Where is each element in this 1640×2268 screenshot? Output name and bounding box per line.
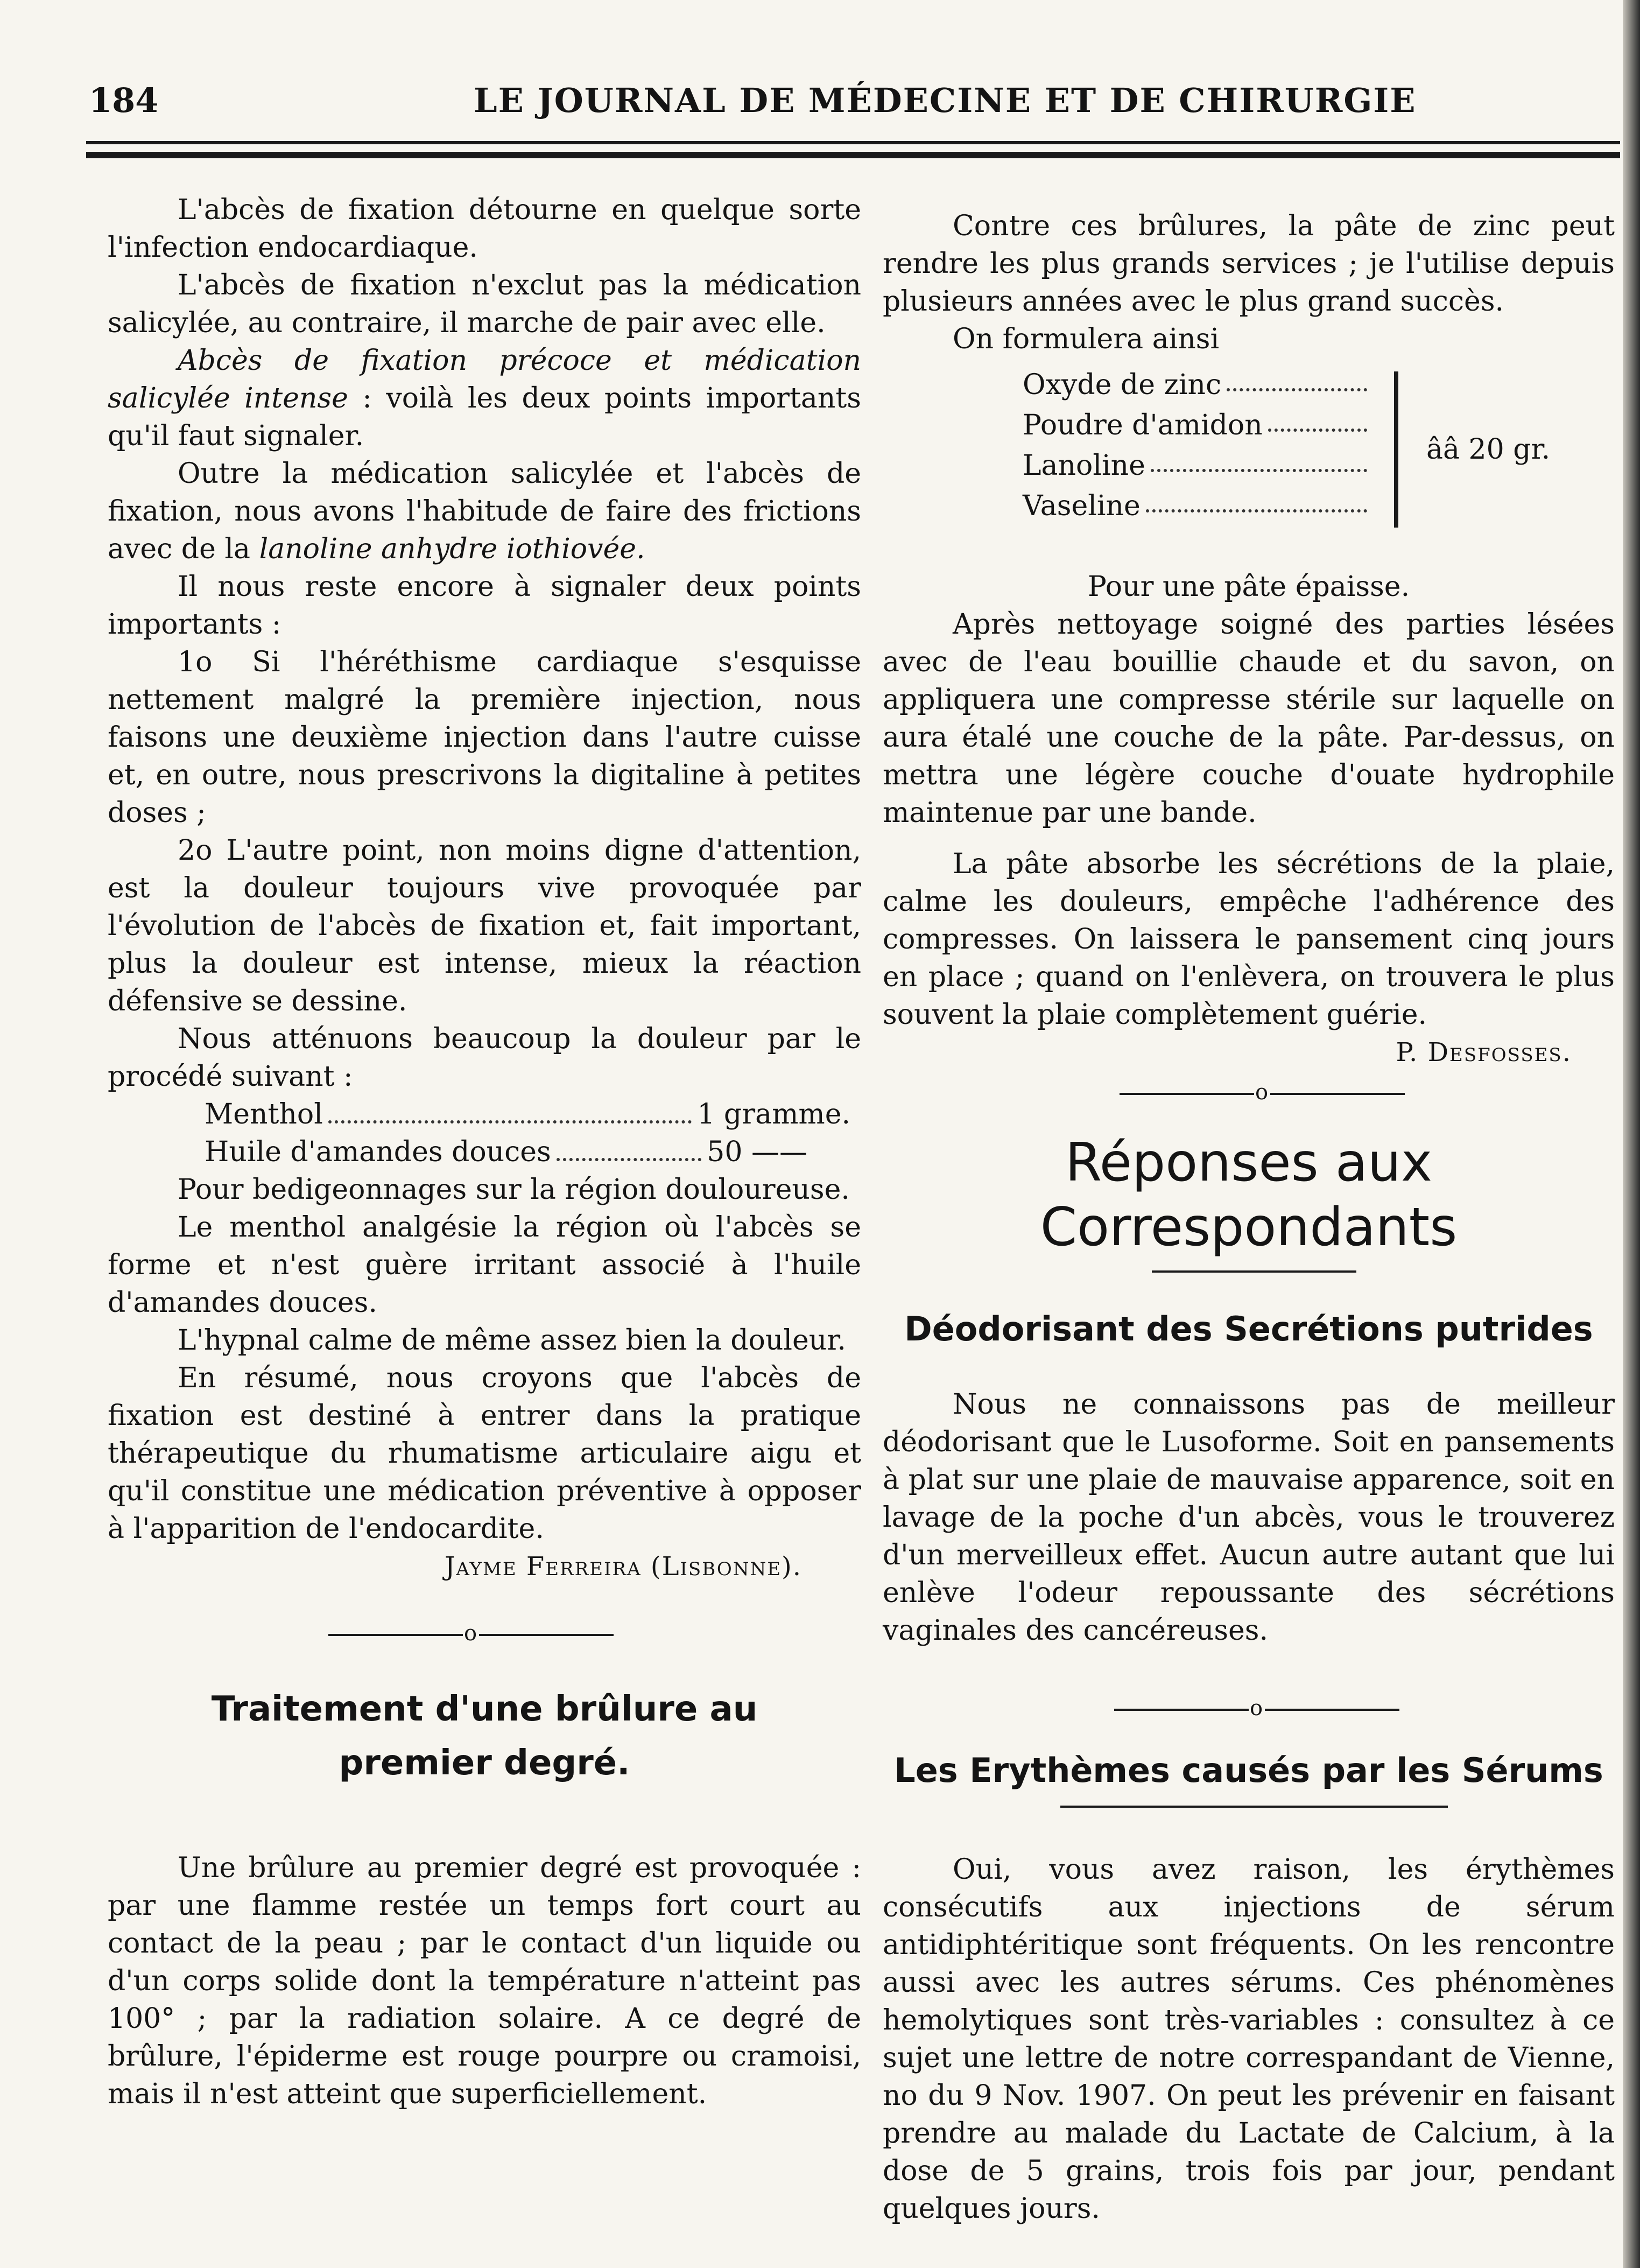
recipe [108,1096,861,1171]
separator [883,1077,1615,1109]
paragraph: L'hypnal calme de même assez bien la douleur. [178,1324,846,1357]
formula-quantity: ââ 20 gr. [1426,433,1551,466]
article-title: Traitement d'une brûlure au [211,1689,758,1729]
separator [108,1618,861,1650]
signature: P. Desfosses. [1396,1037,1572,1068]
paragraph: L'abcès de fixation détourne en quelque sorte l'infection endocardiaque. [108,194,861,264]
separator [883,1693,1615,1725]
paragraph: La pâte absorbe les sécrétions de la plaie, calme les douleurs, empêche l'adhérence des compresses. On laissera le pansement cinq jours en place ; quand on l'enlèvera, on trouvera le plus souvent la plaie complètement guérie. [883,848,1615,1031]
paragraph: 1o Si l'héréthisme cardiaque s'esquisse nettement malgré la première injection, nous faisons une deuxième injection dans l'autre cuisse et, en outre, nous prescrivons la digitaline à petites doses ; [108,646,861,829]
recipe-quantity: 50 —— [707,1136,807,1168]
subsection-title: Les Erythèmes causés par les Sérums [894,1751,1603,1790]
formula-item: Oxyde de zinc [1023,369,1372,401]
page-edge-shadow [1623,0,1640,2268]
paragraph: Pour une pâte épaisse. [1087,571,1410,603]
formula-item: Lanoline [1023,450,1372,482]
separator-mark: o [464,1621,477,1646]
section-title: Réponses aux Correspondants [1040,1132,1458,1258]
formula-brace [1394,371,1398,528]
formula-item: Poudre d'amidon [1023,409,1372,441]
recipe-line [205,1096,850,1133]
right-column [883,207,1615,2228]
paragraph [108,342,861,455]
paragraph: Une brûlure au premier degré est provoquée : par une flamme restée un temps fort court au contact de la peau ; par le contact d'un liquide ou d'un corps solide dont la température n'atteint pas 100° ; par la radiation solaire. A ce degré de brûlure, l'épiderme est rouge pourpre ou cramoisi, mais il n'est atteint que superficiellement. [108,1852,861,2110]
header-rule-bottom [86,152,1620,158]
separator-mark: o [1255,1080,1269,1105]
recipe-ingredient: Huile d'amandes douces [205,1136,551,1168]
paragraph: Pour bedigeonnages sur la région douloureuse. [178,1174,850,1206]
paragraph: 2o L'autre point, non moins digne d'attention, est la douleur toujours vive provoquée par l'évolution de l'abcès de fixation et, fait important, plus la douleur est intense, mieux la réaction défensive se dessine. [108,834,861,1017]
paragraph [108,455,861,568]
paragraph: L'abcès de fixation n'exclut pas la médication salicylée, au contraire, il marche de pair avec elle. [108,269,861,339]
recipe-line [205,1133,850,1171]
separator-mark: o [1250,1696,1263,1721]
page-number: 184 [89,81,159,120]
recipe-quantity: 1 gramme. [697,1098,850,1131]
paragraph: Nous ne connaissons pas de meilleur déodorisant que le Lusoforme. Soit en pansements à plat sur une plaie de mauvaise apparence, soit en lavage de la poche d'un abcès, vous le trouverez d'un merveilleux effet. Aucun autre autant que lui enlève l'odeur repoussante des sécrétions vaginales des cancéreuses. [883,1388,1615,1647]
paragraph: Le menthol analgésie la région où l'abcès se forme et n'est guère irritant associé à l'huile d'amandes douces. [108,1211,861,1319]
paragraph: En résumé, nous croyons que l'abcès de fixation est destiné à entrer dans la pratique thérapeutique du rhumatisme articulaire aigu et qu'il constitue une médication préventive à opposer à l'apparition de l'endocardite. [108,1362,861,1545]
paragraph: Nous atténuons beaucoup la douleur par le procédé suivant : [108,1023,861,1093]
article-title: premier degré. [339,1743,630,1783]
header-rule-top [86,141,1620,144]
italic-text: Abcès de fixation précoce et médication salicylée intense [108,345,861,415]
title-underline [1060,1806,1448,1808]
subsection-title: Déodorisant des Secrétions putrides [904,1309,1593,1349]
recipe-ingredient: Menthol [205,1098,323,1131]
title-underline [1152,1270,1356,1273]
formula-item: Vaseline [1023,490,1372,522]
signature: Jayme Ferreira (Lisbonne). [445,1551,802,1582]
paragraph-text: : voilà les deux points importants qu'il faut signaler. [108,382,861,452]
paragraph: Contre ces brûlures, la pâte de zinc peut rendre les plus grands services ; je l'utilise depuis plusieurs années avec le plus grand succès. [883,210,1615,318]
left-column [108,191,861,2113]
paragraph: On formulera ainsi [953,323,1220,355]
formula [883,369,1615,573]
paragraph-text: Outre la médication salicylée et l'abcès de fixation, nous avons l'habitude de faire des frictions avec de la [108,458,861,565]
italic-text: lanoline anhydre iothiovée. [259,533,645,565]
journal-title: LE JOURNAL DE MÉDECINE ET DE CHIRURGIE [474,81,1417,120]
paragraph: Il nous reste encore à signaler deux points importants : [108,571,861,641]
paragraph: Oui, vous avez raison, les érythèmes consécutifs aux injections de sérum antidiphtéritique sont fréquents. On les rencontre aussi avec les autres sérums. Ces phénomènes hemolytiques sont très-variables : consultez à ce sujet une lettre de notre correspandant de Vienne, no du 9 Nov. 1907. On peut les prévenir en faisant prendre au malade du Lactate de Calcium, à la dose de 5 grains, trois fois par jour, pendant quelques jours. [883,1853,1615,2225]
paragraph: Après nettoyage soigné des parties lésées avec de l'eau bouillie chaude et du savon, on appliquera une compresse stérile sur laquelle on aura étalé une couche de la pâte. Par-dessus, on mettra une légère couche d'ouate hydrophile maintenue par une bande. [883,608,1615,829]
